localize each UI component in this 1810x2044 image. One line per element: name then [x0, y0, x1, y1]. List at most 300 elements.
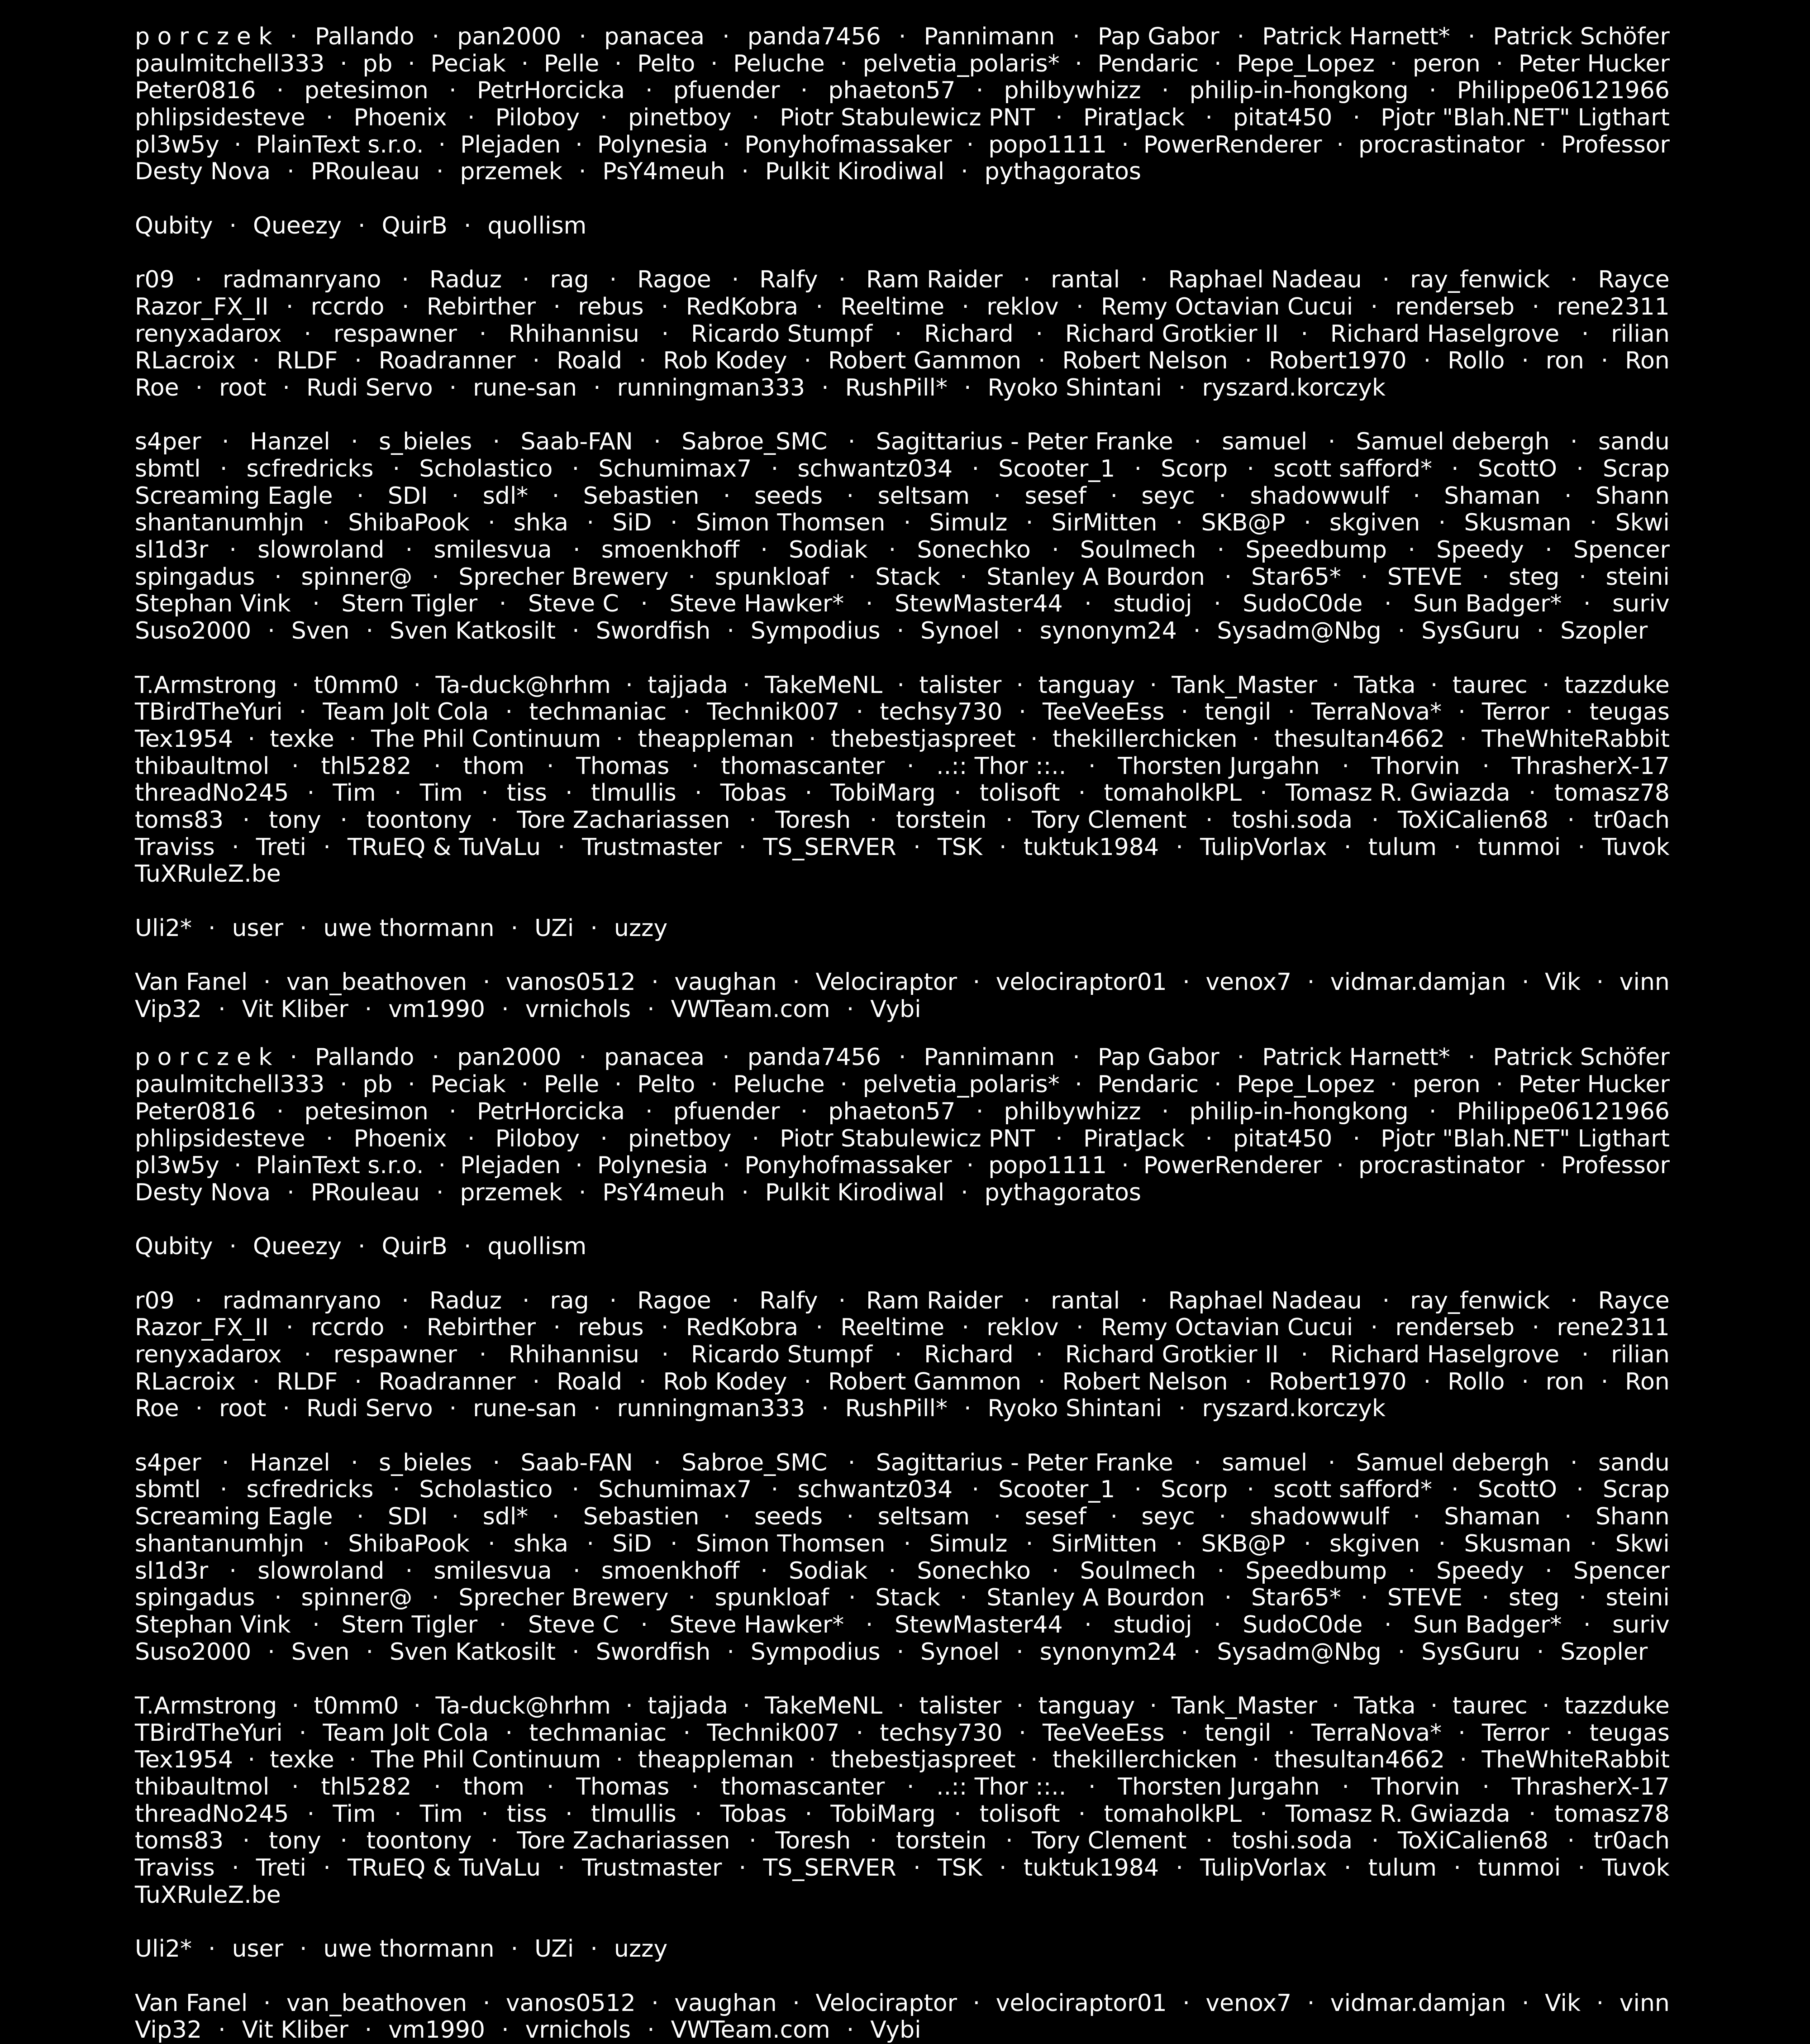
contributor-name: Richard Haselgrove: [1330, 320, 1560, 348]
contributor-name: Speedbump: [1245, 1557, 1387, 1585]
contributor-name: Star65*: [1251, 1584, 1341, 1612]
contributor-name: Scorp: [1161, 455, 1228, 482]
contributor-name: Sven Katkosilt: [390, 1638, 556, 1666]
contributor-name: root: [219, 1395, 267, 1423]
contributor-name: shadowwulf: [1250, 1503, 1389, 1531]
separator-dot: ·: [579, 1044, 586, 1071]
contributor-name: paulmitchell333: [135, 50, 325, 77]
contributor-name: pb: [362, 50, 393, 77]
separator-dot: ·: [792, 1989, 800, 2017]
separator-dot: ·: [840, 1071, 848, 1098]
separator-dot: ·: [267, 617, 275, 645]
separator-dot: ·: [1328, 428, 1336, 456]
separator-dot: ·: [1016, 1692, 1024, 1719]
contributor-name: renyxadarox: [135, 1341, 282, 1368]
contributor-name: spingadus: [135, 1584, 255, 1612]
contributor-name: PiratJack: [1083, 1125, 1185, 1152]
contributor-name: spinner@: [301, 563, 413, 591]
separator-dot: ·: [307, 779, 315, 807]
separator-dot: ·: [1088, 752, 1096, 780]
separator-dot: ·: [354, 347, 362, 375]
separator-dot: ·: [451, 1503, 459, 1531]
contributor-name: STEVE: [1387, 563, 1462, 591]
separator-dot: ·: [651, 1989, 659, 2017]
separator-dot: ·: [805, 779, 813, 807]
contributor-name: phaeton57: [828, 77, 956, 105]
separator-dot: ·: [229, 536, 237, 564]
separator-dot: ·: [413, 1692, 421, 1719]
contributor-name: synonym24: [1039, 617, 1177, 645]
credits-line: [135, 510, 1670, 537]
contributor-name: Steve Hawker*: [669, 1611, 844, 1638]
contributor-name: pfuender: [673, 77, 780, 105]
separator-dot: ·: [805, 1800, 813, 1828]
contributor-name: Traviss: [135, 833, 215, 861]
contributor-name: PsY4meuh: [602, 158, 725, 186]
contributor-name: spingadus: [135, 563, 255, 591]
contributor-name: vidmar.damjan: [1330, 1989, 1506, 2017]
contributor-name: Stephan Vink: [135, 1611, 291, 1638]
contributor-name: tiss: [506, 1800, 547, 1828]
separator-dot: ·: [1577, 1854, 1585, 1882]
contributor-name: Professor: [1561, 1152, 1670, 1180]
separator-dot: ·: [573, 1557, 581, 1585]
contributor-name: schwantz034: [797, 455, 953, 482]
contributor-name: Scooter_1: [998, 455, 1115, 482]
contributor-name: seltsam: [877, 482, 970, 510]
contributor-name: r09: [135, 1287, 175, 1314]
separator-dot: ·: [433, 1773, 441, 1800]
separator-dot: ·: [1078, 779, 1086, 807]
separator-dot: ·: [1570, 1449, 1578, 1476]
separator-dot: ·: [593, 374, 601, 401]
contributor-name: Treti: [256, 833, 306, 861]
separator-dot: ·: [1214, 1071, 1222, 1098]
separator-dot: ·: [683, 698, 691, 726]
credits-line: [135, 1126, 1670, 1153]
credits-line: [135, 1342, 1670, 1369]
contributor-name: philbywhizz: [1004, 77, 1141, 105]
contributor-name: TS_SERVER: [763, 833, 896, 861]
contributor-name: procrastinator: [1358, 131, 1525, 158]
separator-dot: ·: [1459, 725, 1467, 753]
contributor-name: Sonechko: [917, 1557, 1031, 1585]
separator-dot: ·: [1140, 266, 1148, 294]
separator-dot: ·: [1413, 482, 1420, 510]
separator-dot: ·: [233, 131, 242, 158]
contributor-name: Shann: [1596, 482, 1670, 510]
contributor-name: tunmoi: [1478, 833, 1561, 861]
contributor-name: skgiven: [1329, 509, 1420, 537]
separator-dot: ·: [976, 1098, 984, 1125]
contributor-name: Sagittarius - Peter Franke: [876, 428, 1173, 456]
contributor-name: RedKobra: [686, 1314, 799, 1342]
contributor-name: Rudi Servo: [306, 1395, 433, 1423]
separator-dot: ·: [351, 428, 358, 456]
separator-dot: ·: [1161, 77, 1169, 105]
separator-dot: ·: [1175, 509, 1183, 537]
contributor-name: Rhihannisu: [509, 320, 639, 348]
contributor-name: VWTeam.com: [671, 2016, 830, 2044]
separator-dot: ·: [557, 833, 565, 861]
contributor-name: Vik: [1545, 969, 1581, 996]
separator-dot: ·: [312, 1611, 320, 1638]
separator-dot: ·: [647, 2016, 655, 2044]
contributor-name: Sven Katkosilt: [390, 617, 556, 645]
separator-dot: ·: [906, 752, 915, 780]
separator-dot: ·: [1181, 1719, 1189, 1747]
separator-dot: ·: [252, 347, 260, 375]
separator-dot: ·: [232, 1854, 239, 1882]
separator-dot: ·: [492, 1449, 500, 1476]
separator-dot: ·: [1140, 1287, 1148, 1314]
separator-dot: ·: [552, 482, 560, 510]
contributor-name: Pelle: [543, 50, 600, 77]
separator-dot: ·: [572, 1476, 580, 1504]
contributor-name: techmaniac: [529, 698, 667, 726]
credits-line: [135, 1639, 1670, 1666]
separator-dot: ·: [727, 1638, 734, 1666]
contributor-name: pythagoratos: [984, 158, 1141, 186]
credits-block: [135, 969, 1670, 1023]
contributor-name: phaeton57: [828, 1098, 956, 1125]
credits-block: [135, 213, 1670, 240]
separator-dot: ·: [579, 23, 586, 50]
contributor-name: shadowwulf: [1250, 482, 1389, 510]
separator-dot: ·: [1353, 1125, 1361, 1152]
separator-dot: ·: [846, 995, 854, 1023]
contributor-name: Suso2000: [135, 1638, 252, 1666]
contributor-name: rccrdo: [310, 293, 385, 320]
separator-dot: ·: [1025, 509, 1034, 537]
separator-dot: ·: [1481, 1584, 1490, 1612]
contributor-name: Sysadm@Nbg: [1217, 617, 1381, 645]
contributor-name: seeds: [754, 1503, 823, 1531]
separator-dot: ·: [323, 1854, 331, 1882]
contributor-name: Tex1954: [135, 725, 233, 753]
contributor-name: Terror: [1481, 1719, 1549, 1747]
credits-line: [135, 780, 1670, 807]
contributor-name: ..:: Thor ::..: [936, 752, 1067, 780]
separator-dot: ·: [364, 2016, 372, 2044]
separator-dot: ·: [248, 1746, 255, 1774]
separator-dot: ·: [467, 104, 475, 132]
credits-line: [135, 1882, 1670, 1909]
contributor-name: Scooter_1: [998, 1476, 1115, 1504]
separator-dot: ·: [586, 1530, 594, 1557]
separator-dot: ·: [1237, 1044, 1245, 1071]
contributor-name: Ralfy: [759, 1287, 818, 1314]
contributor-name: schwantz034: [797, 1476, 953, 1504]
separator-dot: ·: [349, 725, 357, 753]
contributor-name: sl1d3r: [135, 536, 209, 564]
contributor-name: ShibaPook: [348, 509, 470, 537]
contributor-name: vrnichols: [525, 2016, 631, 2044]
contributor-name: threadNo245: [135, 1800, 289, 1828]
separator-dot: ·: [1052, 536, 1059, 564]
contributor-name: Simon Thomsen: [695, 1530, 886, 1557]
contributor-name: Star65*: [1251, 563, 1341, 591]
separator-dot: ·: [1360, 563, 1368, 591]
separator-dot: ·: [1182, 1989, 1190, 2017]
separator-dot: ·: [590, 914, 598, 942]
separator-dot: ·: [1576, 455, 1584, 482]
separator-dot: ·: [323, 833, 331, 861]
separator-dot: ·: [1019, 698, 1026, 726]
contributor-name: Steve C: [528, 590, 619, 618]
contributor-name: thomascanter: [721, 752, 885, 780]
contributor-name: The Phil Continuum: [371, 1746, 601, 1774]
separator-dot: ·: [963, 374, 972, 401]
contributor-name: vinn: [1619, 969, 1670, 996]
contributor-name: toshi.soda: [1232, 1827, 1353, 1855]
credits-line: [135, 1071, 1670, 1098]
contributor-name: Ragoe: [637, 1287, 711, 1314]
separator-dot: ·: [972, 1989, 981, 2017]
contributor-name: Samuel debergh: [1356, 1449, 1550, 1476]
contributor-name: thl5282: [321, 752, 412, 780]
separator-dot: ·: [358, 212, 366, 239]
separator-dot: ·: [322, 1530, 330, 1557]
contributor-name: Remy Octavian Cucui: [1100, 293, 1353, 320]
contributor-name: Swordfish: [595, 1638, 711, 1666]
contributor-name: TRuEQ & TuVaLu: [347, 1854, 541, 1882]
contributor-name: SKB@P: [1201, 509, 1286, 537]
contributor-name: Spencer: [1573, 1557, 1670, 1585]
contributor-name: threadNo245: [135, 779, 289, 807]
credits-line: [135, 429, 1670, 456]
contributor-name: Stern Tigler: [341, 1611, 478, 1638]
separator-dot: ·: [242, 1827, 250, 1855]
separator-dot: ·: [433, 752, 441, 780]
separator-dot: ·: [1542, 671, 1550, 699]
separator-dot: ·: [856, 1719, 864, 1747]
separator-dot: ·: [1397, 1638, 1405, 1666]
separator-dot: ·: [888, 1557, 896, 1585]
separator-dot: ·: [219, 455, 228, 482]
contributor-name: StewMaster44: [895, 590, 1063, 618]
contributor-name: Raduz: [429, 266, 502, 294]
separator-dot: ·: [1016, 1638, 1024, 1666]
separator-dot: ·: [1219, 1503, 1226, 1531]
credits-line: [135, 564, 1670, 591]
separator-dot: ·: [510, 914, 519, 942]
credits-line: [135, 132, 1670, 159]
contributor-name: Queezy: [253, 1233, 342, 1261]
contributor-name: peron: [1412, 1071, 1481, 1098]
separator-dot: ·: [888, 536, 896, 564]
contributor-name: ron: [1545, 1368, 1584, 1395]
contributor-name: Patrick Harnett*: [1262, 1044, 1450, 1071]
contributor-name: Uli2*: [135, 914, 192, 942]
separator-dot: ·: [722, 1152, 730, 1180]
separator-dot: ·: [1408, 1557, 1415, 1585]
separator-dot: ·: [913, 1854, 921, 1882]
separator-dot: ·: [1522, 1989, 1529, 2017]
contributor-name: uwe thormann: [323, 1935, 495, 1963]
separator-dot: ·: [1332, 671, 1339, 699]
separator-dot: ·: [1084, 1611, 1092, 1638]
separator-dot: ·: [1214, 50, 1222, 77]
contributor-name: TBirdTheYuri: [135, 1719, 283, 1747]
contributor-name: RLDF: [276, 347, 338, 375]
contributor-name: Peciak: [430, 1071, 506, 1098]
contributor-name: venox7: [1205, 969, 1292, 996]
contributor-name: UZi: [534, 1935, 574, 1963]
contributor-name: spunkloaf: [714, 563, 829, 591]
contributor-name: Tomasz R. Gwiazda: [1285, 779, 1510, 807]
contributor-name: Raduz: [429, 1287, 502, 1314]
separator-dot: ·: [869, 806, 877, 834]
separator-dot: ·: [731, 266, 739, 294]
separator-dot: ·: [661, 320, 669, 348]
contributor-name: Piloboy: [495, 104, 580, 132]
separator-dot: ·: [993, 1503, 1001, 1531]
contributor-name: smoenkhoff: [601, 1557, 740, 1585]
contributor-name: Richard Grotkier II: [1065, 320, 1279, 348]
contributor-name: toms83: [135, 1827, 224, 1855]
separator-dot: ·: [1075, 1071, 1082, 1098]
contributor-name: Ryoko Shintani: [987, 374, 1162, 401]
contributor-name: T.Armstrong: [135, 1692, 277, 1719]
contributor-name: seltsam: [877, 1503, 970, 1531]
contributor-name: Szopler: [1560, 1638, 1648, 1666]
separator-dot: ·: [1121, 1152, 1129, 1180]
separator-dot: ·: [1205, 1827, 1213, 1855]
contributor-name: theappleman: [638, 1746, 794, 1774]
contributor-name: Richard Grotkier II: [1065, 1341, 1279, 1368]
contributor-name: Pannimann: [924, 23, 1055, 50]
contributor-name: Trustmaster: [582, 833, 722, 861]
separator-dot: ·: [392, 455, 400, 482]
separator-dot: ·: [722, 131, 730, 158]
contributor-name: p o r c z e k: [135, 23, 272, 50]
contributor-name: Pannimann: [924, 1044, 1055, 1071]
contributor-name: Steve C: [528, 1611, 619, 1638]
contributor-name: Patrick Harnett*: [1262, 23, 1450, 50]
credits-line: [135, 726, 1670, 753]
separator-dot: ·: [290, 23, 297, 50]
separator-dot: ·: [1521, 1368, 1529, 1395]
separator-dot: ·: [1528, 779, 1536, 807]
separator-dot: ·: [356, 1503, 364, 1531]
contributor-name: Samuel debergh: [1356, 428, 1550, 456]
contributor-name: Velociraptor: [815, 969, 957, 996]
separator-dot: ·: [1343, 1854, 1352, 1882]
contributor-name: TuXRuleZ.be: [135, 860, 281, 888]
contributor-name: Stanley A Bourdon: [986, 563, 1205, 591]
contributor-name: Raphael Nadeau: [1168, 1287, 1362, 1314]
contributor-name: Richard: [924, 320, 1014, 348]
separator-dot: ·: [1570, 428, 1578, 456]
separator-dot: ·: [222, 428, 229, 456]
credits-line: [135, 1747, 1670, 1774]
separator-dot: ·: [291, 1773, 299, 1800]
separator-dot: ·: [906, 1773, 915, 1800]
contributor-name: Scrap: [1603, 1476, 1670, 1504]
separator-dot: ·: [1217, 1557, 1225, 1585]
separator-dot: ·: [274, 1584, 282, 1612]
contributor-name: TheWhiteRabbit: [1481, 725, 1670, 753]
contributor-name: Van Fanel: [135, 969, 248, 996]
contributor-name: Ralfy: [759, 266, 818, 294]
separator-dot: ·: [1438, 509, 1446, 537]
contributor-name: ThrasherX-17: [1511, 1773, 1670, 1800]
separator-dot: ·: [1532, 293, 1540, 320]
separator-dot: ·: [1567, 1827, 1575, 1855]
contributor-name: thesultan4662: [1274, 1746, 1445, 1774]
separator-dot: ·: [743, 671, 750, 699]
contributor-name: Technik007: [707, 698, 840, 726]
contributor-name: synonym24: [1039, 1638, 1177, 1666]
separator-dot: ·: [219, 1476, 228, 1504]
credits-block: [135, 24, 1670, 186]
contributor-name: Sysadm@Nbg: [1217, 1638, 1381, 1666]
contributor-name: RushPill*: [845, 1395, 948, 1423]
credits-block: [135, 672, 1670, 888]
separator-dot: ·: [752, 1125, 760, 1152]
separator-dot: ·: [1307, 1989, 1315, 2017]
contributor-name: tanguay: [1038, 671, 1135, 699]
separator-dot: ·: [1370, 1314, 1378, 1342]
separator-dot: ·: [1149, 671, 1157, 699]
contributor-name: Suso2000: [135, 617, 252, 645]
contributor-name: vrnichols: [525, 995, 631, 1023]
credits-line: [135, 1531, 1670, 1558]
contributor-name: sdl*: [482, 1503, 529, 1531]
separator-dot: ·: [1397, 617, 1405, 645]
contributor-name: Ricardo Stumpf: [691, 320, 873, 348]
contributor-name: Velociraptor: [815, 1989, 957, 2017]
contributor-name: SDI: [387, 482, 428, 510]
credits-line: [135, 321, 1670, 348]
contributor-name: Vybi: [870, 2016, 921, 2044]
separator-dot: ·: [1023, 266, 1031, 294]
contributor-name: Roadranner: [378, 1368, 516, 1395]
credits-line: [135, 1395, 1670, 1423]
separator-dot: ·: [394, 779, 402, 807]
separator-dot: ·: [972, 1476, 980, 1504]
credits-block: [135, 915, 1670, 942]
contributor-name: tony: [268, 806, 321, 834]
separator-dot: ·: [575, 131, 583, 158]
contributor-name: texke: [270, 725, 334, 753]
contributor-name: Pelto: [637, 1071, 695, 1098]
contributor-name: Rebirther: [426, 293, 536, 320]
contributor-name: Skusman: [1464, 509, 1572, 537]
separator-dot: ·: [609, 266, 617, 294]
separator-dot: ·: [752, 104, 760, 132]
contributor-name: techsy730: [880, 698, 1003, 726]
contributor-name: Ron: [1625, 1368, 1670, 1395]
contributor-name: rilian: [1611, 320, 1670, 348]
contributor-name: vanos0512: [505, 1989, 636, 2017]
separator-dot: ·: [1176, 833, 1183, 861]
separator-dot: ·: [322, 509, 330, 537]
contributor-name: Philippe06121966: [1457, 1098, 1670, 1125]
separator-dot: ·: [565, 1800, 573, 1828]
separator-dot: ·: [1300, 320, 1308, 348]
contributor-name: Team Jolt Cola: [323, 1719, 489, 1747]
separator-dot: ·: [731, 1287, 739, 1314]
contributor-name: Rollo: [1448, 347, 1505, 375]
separator-dot: ·: [546, 752, 554, 780]
credits-line: [135, 294, 1670, 321]
credits-line: [135, 1476, 1670, 1504]
credits-block: [135, 1233, 1670, 1261]
contributor-name: SysGuru: [1421, 1638, 1520, 1666]
contributor-name: Swordfish: [595, 617, 711, 645]
